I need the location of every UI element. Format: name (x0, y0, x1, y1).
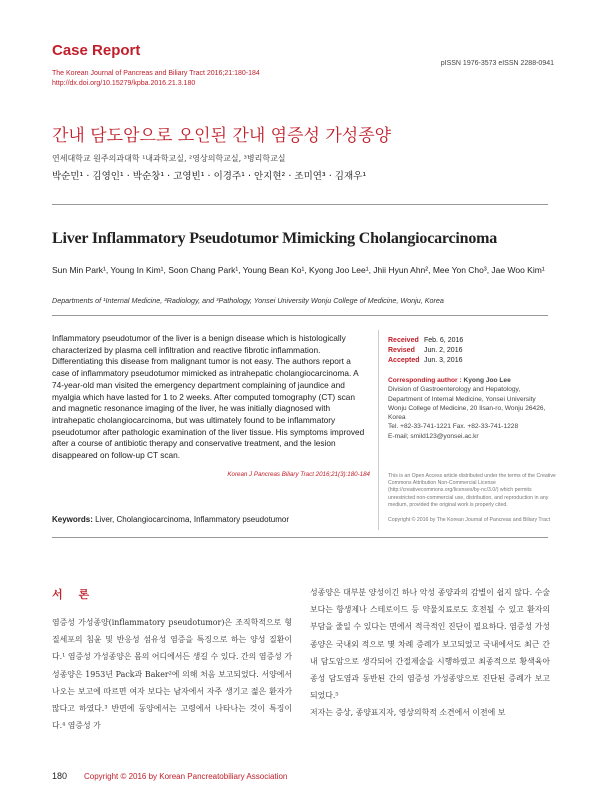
abstract-citation: Korean J Pancreas Biliary Tract 2016;21(3):180-184 (227, 471, 370, 478)
corr-line: Wonju College of Medicine, 20 Ilsan-ro, Wonju 26426, (388, 404, 546, 412)
open-access-notice: This is an Open Access article distributed under the terms of the Creative Commons Attribution Non-Commercial License (http://creativecommons.org/licenses/by-nc/3.0/) which permits unrestricted non-commercial use, distribution, and reproduction in any medium, provided the original work is properly cited. (388, 473, 556, 508)
keywords-label: Keywords: (52, 515, 93, 524)
section-heading: 서 론 (52, 588, 96, 601)
corresponding-author (388, 376, 556, 441)
english-title: Liver Inflammatory Pseudotumor Mimicking Cholangiocarcinoma (52, 230, 498, 247)
korean-authors: 박순민¹ · 김영인¹ · 박순창¹ · 고영빈¹ · 이경주¹ · 안지현² · 조미연³ · 김재우¹ (52, 171, 367, 182)
korean-title: 간내 담도암으로 오인된 간내 염증성 가성종양 (52, 126, 392, 146)
body-column-right: 성종양은 대부분 양성이긴 하나 악성 종양과의 감별이 쉽지 않다. 수술보다는 항생제나 스테로이드 등 약물치료로도 호전될 수 있고 환자의 부담을 줄일 수 있다는 면에서 적극적인 진단이 필요하다. 염증성 가성종양은 국내외 적으로 몇 차례 증례가 보고되었고 국내에서도 최근 간내 담도암으로 생각되어 간절제술을 시행하였고 최종적으로 황색육아종성 담도염과 동반된 간의 염증성 가성종양으로 진단된 증례가 보고되었다.⁵ 저자는 증상, 종양표지자, 영상의학적 소견에서 이전에 보 (310, 588, 550, 718)
divider (52, 537, 548, 538)
corr-label: Corresponding author : (388, 377, 462, 384)
issn: pISSN 1976-3573 eISSN 2288-0941 (440, 60, 554, 67)
divider (52, 204, 548, 205)
doi-link[interactable]: http://dx.doi.org/10.15279/kpba.2016.21.3.180 (52, 80, 196, 87)
body-column-left: 염증성 가성종양(inflammatory pseudotumor)은 조직학적으로 형질세포의 침윤 및 반응성 섬유성 염증을 특징으로 하는 양성 질환이다.¹ 염증성 가성종양은 몸의 어디에서든 생길 수 있다. 간의 염증성 가성종양은 1953년 Pack과 Baker²에 의해 처음 보고되었다. 서양에서 나오는 보고에 따르면 여자 보다는 남자에서 자주 생기고 젊은 환자가 많다고 하였다.³ 반면에 동양에서는 고령에서 나타나는 것이 특징이다.⁴ 염증성 가 (52, 618, 292, 731)
received-label: Received (388, 337, 419, 344)
divider (52, 315, 548, 316)
column-divider (378, 330, 379, 530)
english-authors: Sun Min Park¹, Young In Kim¹, Soon Chang Park¹, Young Bean Ko¹, Kyong Joo Lee¹, Jhii Hyun Ahn², Mee Yon Cho³, Jae Woo Kim¹ (52, 265, 545, 275)
accepted-label: Accepted (388, 357, 420, 364)
corr-line: Korea (388, 414, 406, 422)
abstract: Inflammatory pseudotumor of the liver is a benign disease which is histologically characterized by plasma cell infiltration and reactive fibrotic inflammation. Differentiating this disease from malignant tumor is not easy. The authors report a case of inflammatory pseudotumor mimicked as intrahepatic cholangiocarcinoma. A 74-year-old man visited the emergency department complaining of jaundice and myalgia which have lasted for 1 to 2 weeks. After computed tomography (CT) scan and magnetic resonance imaging of the liver, he was initially diagnosed with intrahepatic cholangiocarcinoma, but was ultimately found to be inflammatory pseudotumor after pathologic examination of the liver tissue. His symptoms improved after a course of antibiotic therapy and conservative treatment, and the lesion disappeared on follow-up CT scan. (52, 333, 365, 461)
accepted-date: Jun. 3, 2016 (423, 357, 463, 364)
article-type: Case Report (52, 42, 141, 59)
corr-line: Department of Internal Medicine, Yonsei University (388, 395, 536, 403)
dates-block (388, 336, 463, 366)
footer-copyright: Copyright © 2016 by Korean Pancreatobiliary Association (84, 772, 288, 781)
corr-name: Kyong Joo Lee (463, 377, 511, 384)
korean-affiliation: 연세대학교 원주의과대학 ¹내과학교실, ²영상의학교실, ³병리학교실 (52, 154, 286, 163)
corr-line: Tel. +82-33-741-1221 Fax. +82-33-741-1228 (388, 423, 519, 431)
corr-email[interactable]: E-mail; smild123@yonsei.ac.kr (388, 432, 479, 440)
corr-line: Division of Gastroenterology and Hepatology, (388, 386, 521, 394)
english-departments: Departments of ¹Internal Medicine, ²Radiology, and ³Pathology, Yonsei University Wonju College of Medicine, Wonju, Korea (52, 296, 444, 305)
journal-copyright: Copyright © 2016 by The Korean Journal of Pancreas and Biliary Tract (388, 517, 551, 523)
journal-citation: The Korean Journal of Pancreas and Biliary Tract 2016;21:180-184 (52, 70, 260, 77)
keywords (52, 515, 289, 524)
keywords-text: Liver, Cholangiocarcinoma, Inflammatory pseudotumor (95, 515, 290, 524)
received-date: Feb. 6, 2016 (423, 337, 464, 344)
revised-date: Jun. 2, 2016 (423, 347, 463, 354)
revised-label: Revised (388, 347, 415, 354)
page-number: 180 (52, 771, 68, 781)
